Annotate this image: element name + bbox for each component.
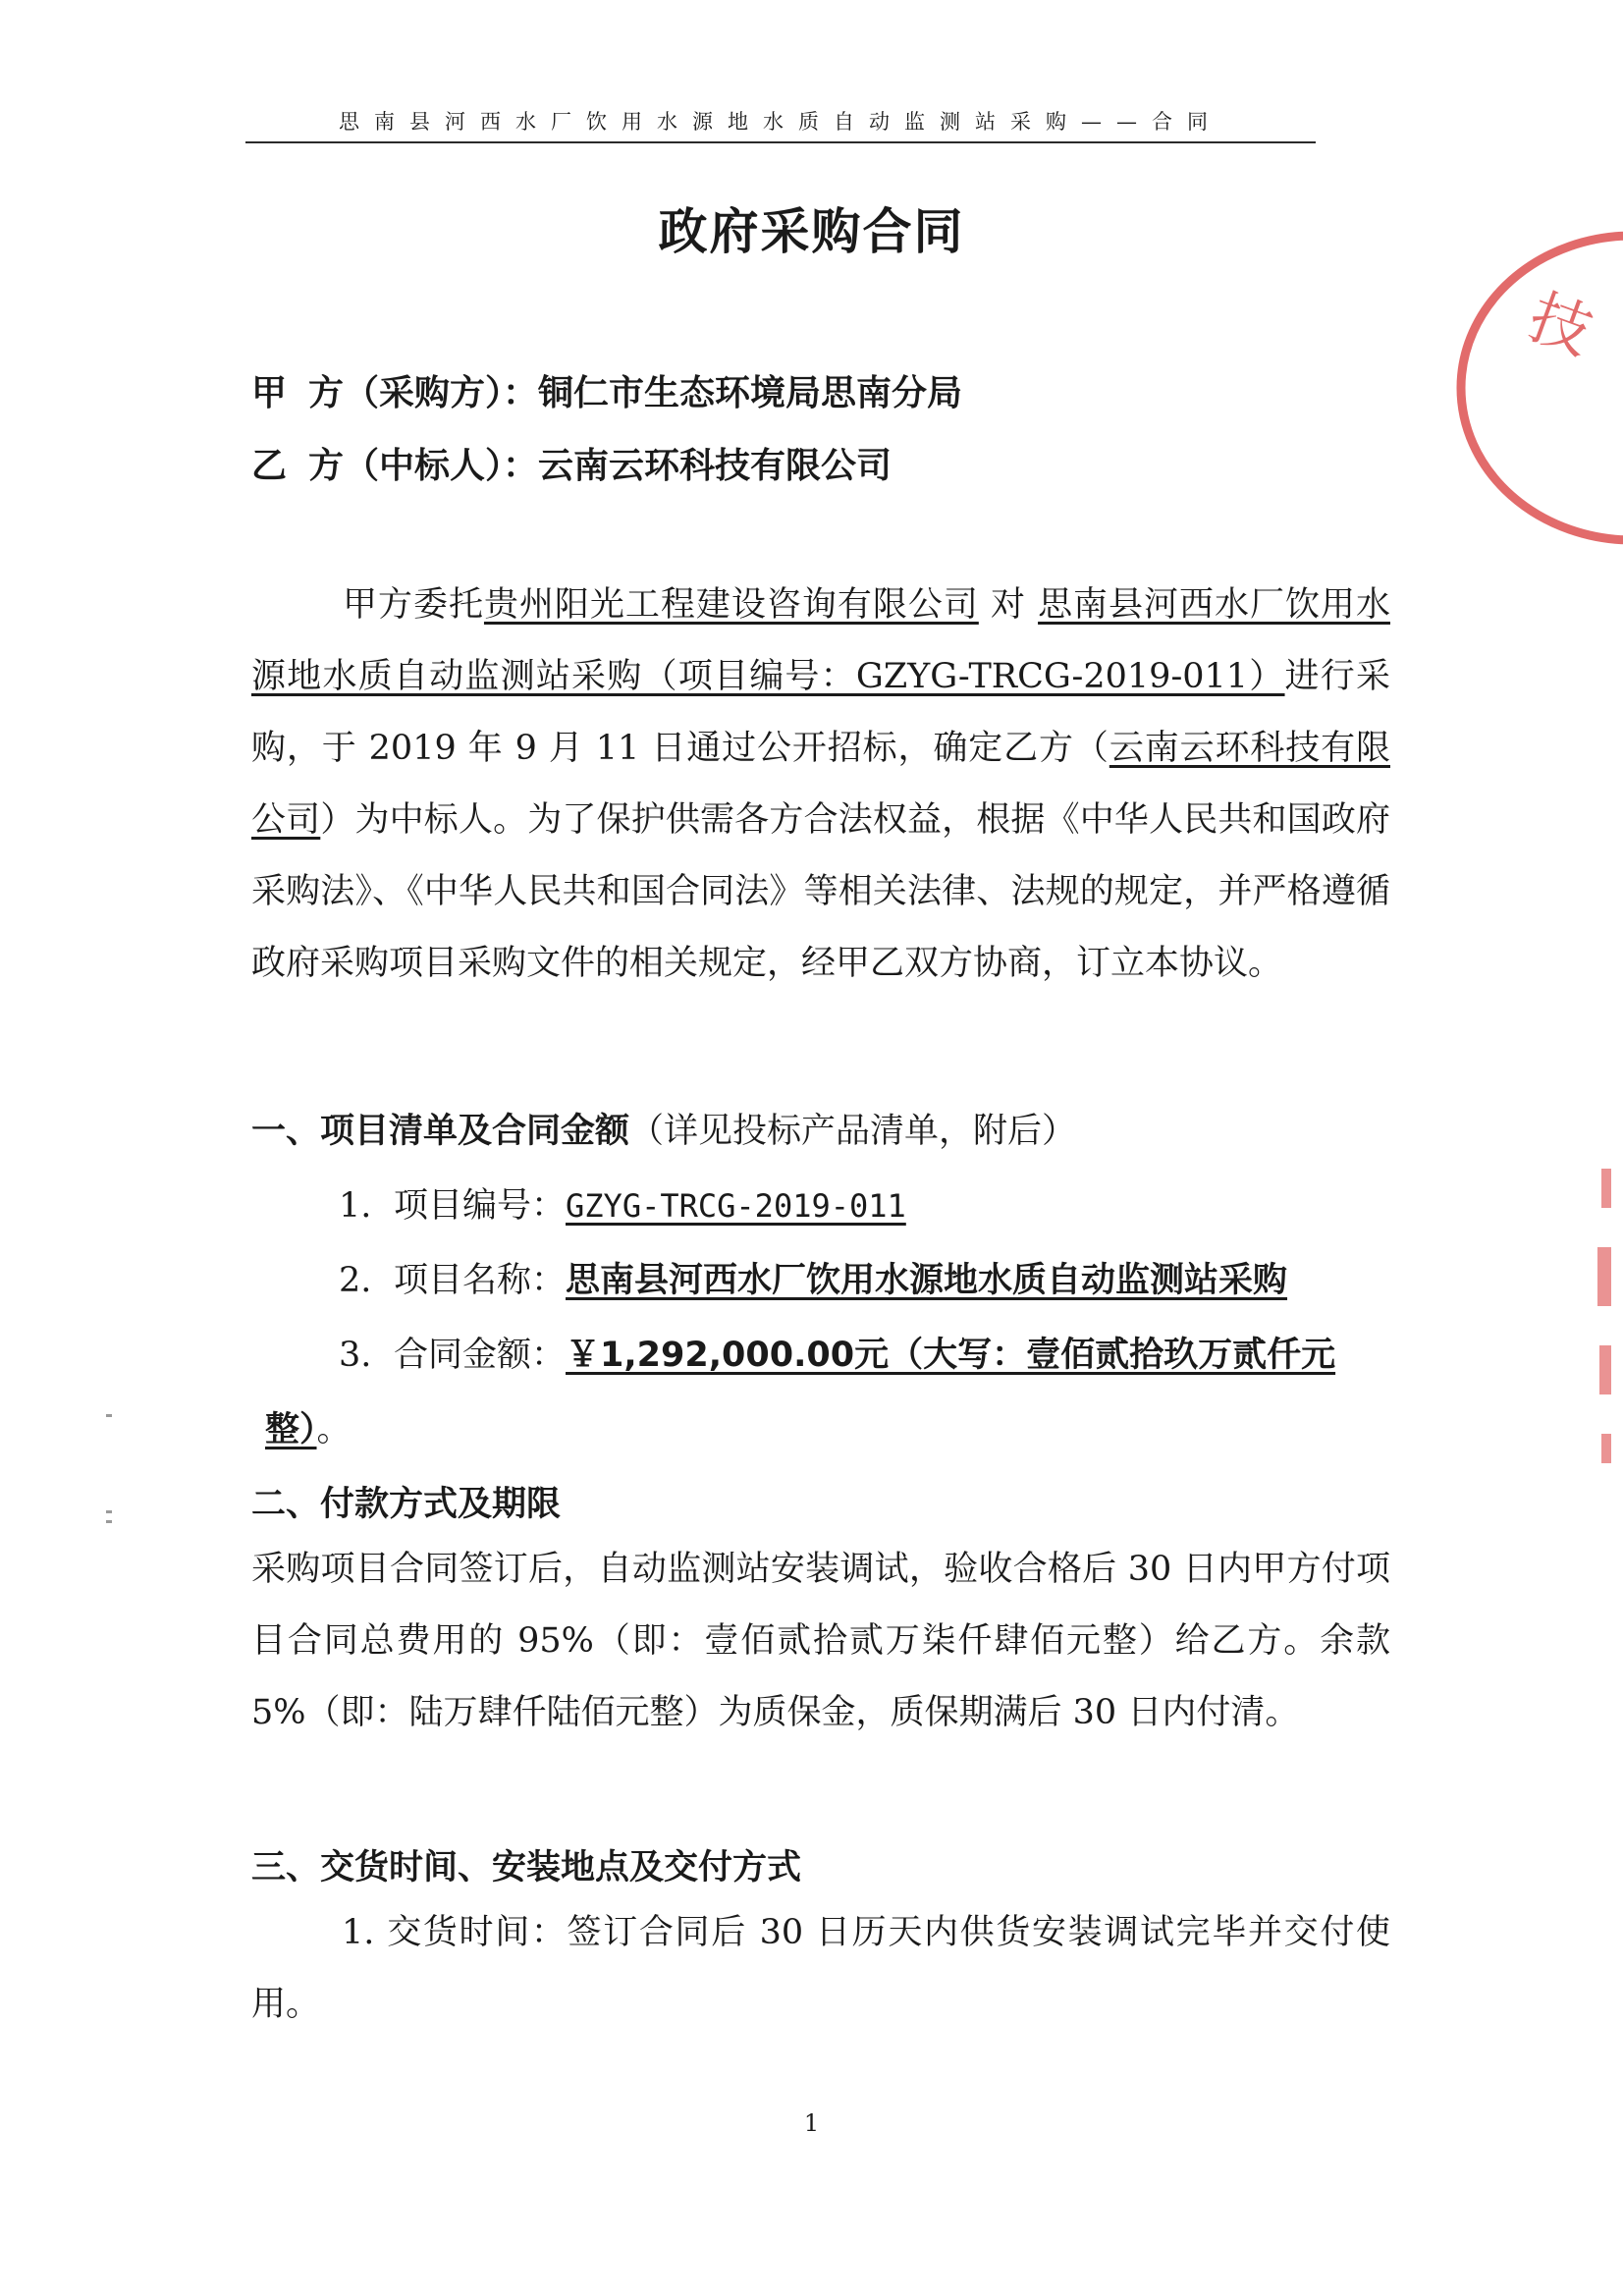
item-number: 3. (339, 1336, 372, 1375)
party-a-name: 铜仁市生态环境局思南分局 (538, 373, 963, 413)
page-number: 1 (803, 2109, 820, 2137)
scan-artifact (106, 1414, 112, 1417)
contract-amount-value: ￥1,292,000.00元（大写：壹佰贰拾玖万贰仟元 (566, 1336, 1336, 1375)
section1-heading (251, 1104, 1076, 1153)
item-label: 合同金额： (394, 1336, 567, 1375)
item-label: 项目编号： (394, 1186, 567, 1226)
section2-body: 采购项目合同签订后，自动监测站安装调试，验收合格后 30 日内甲方付项目合同总费用的 95%（即：壹佰贰拾贰万柒仟肆佰元整）给乙方。余款 5%（即：陆万肆仟陆佰元整）为质保金，质保期满后 30 日内付清。 (251, 1550, 1390, 1732)
seal-text: 技 (1519, 280, 1602, 369)
seal-fragment (1599, 1345, 1611, 1394)
running-header: 思南县河西水厂饮用水源地水质自动监测站采购——合同 (245, 106, 1316, 143)
scan-artifact (106, 1520, 112, 1523)
item-label: 项目名称： (394, 1261, 567, 1300)
contract-amount-cont: 整） (265, 1410, 317, 1449)
section3-heading (251, 1840, 801, 1889)
intro-text-3: 进行采购，于 2019 年 9 月 11 日通过公开招标，确定乙方（ (251, 657, 1390, 768)
section3-item-1 (251, 1897, 1390, 2041)
section2-title: 二、付款方式及期限 (251, 1485, 562, 1524)
section1-item-3 (339, 1328, 1335, 1377)
section3-title: 三、交货时间、安装地点及交付方式 (251, 1848, 802, 1887)
item-number: 1. (342, 1913, 375, 1952)
section1-note: （详见投标产品清单，附后） (629, 1112, 1077, 1151)
item-number: 2. (339, 1261, 372, 1300)
section1-item-2 (339, 1253, 1287, 1302)
party-b-role: 方（中标人）： (308, 446, 539, 486)
seal-fragment (1597, 1247, 1611, 1306)
seal-fragment (1601, 1169, 1611, 1208)
section2-heading (251, 1477, 561, 1526)
party-a-role: 方（采购方）： (308, 373, 539, 413)
party-b-name: 云南云环科技有限公司 (538, 446, 893, 486)
project-name: 思南县河西水厂饮用水源地水质自动监测站采购（项目编号：GZYG-TRCG-2019-011） (251, 585, 1390, 696)
intro-text-2: 对 (978, 585, 1039, 625)
official-seal-stamp (1436, 226, 1623, 550)
party-a (251, 365, 962, 415)
project-name-value: 思南县河西水厂饮用水源地水质自动监测站采购 (566, 1261, 1288, 1300)
section1-title: 一、项目清单及合同金额 (251, 1112, 630, 1151)
winner-name: 云南云环科技有限公司 (251, 729, 1390, 840)
party-b (251, 438, 892, 488)
seal-edge-mark (1584, 1159, 1623, 1483)
delivery-time-text: 交货时间：签订合同后 30 日历天内供货安装调试完毕并交付使用。 (251, 1913, 1390, 2024)
document-title: 政府采购合同 (658, 203, 965, 260)
intro-text-4: ）为中标人。为了保护供需各方合法权益，根据《中华人民共和国政府采购法》、《中华人民共和国合同法》等相关法律、法规的规定，并严格遵循政府采购项目采购文件的相关规定，经甲乙双方协商，订立本协议。 (251, 800, 1390, 983)
seal-fragment (1601, 1434, 1611, 1463)
intro-paragraph (251, 570, 1390, 1000)
project-number-value: GZYG-TRCG-2019-011 (566, 1187, 906, 1225)
contract-amount-end: 。 (316, 1410, 352, 1449)
party-a-label: 甲 (251, 373, 288, 413)
intro-text-1: 甲方委托 (342, 585, 484, 625)
contract-amount-continuation (265, 1402, 352, 1451)
seal-ring (1461, 236, 1623, 540)
party-b-label: 乙 (251, 446, 288, 486)
section1-item-1 (339, 1178, 906, 1228)
agency-name: 贵州阳光工程建设咨询有限公司 (483, 585, 979, 625)
item-number: 1. (339, 1186, 372, 1226)
scan-artifact (106, 1510, 112, 1513)
